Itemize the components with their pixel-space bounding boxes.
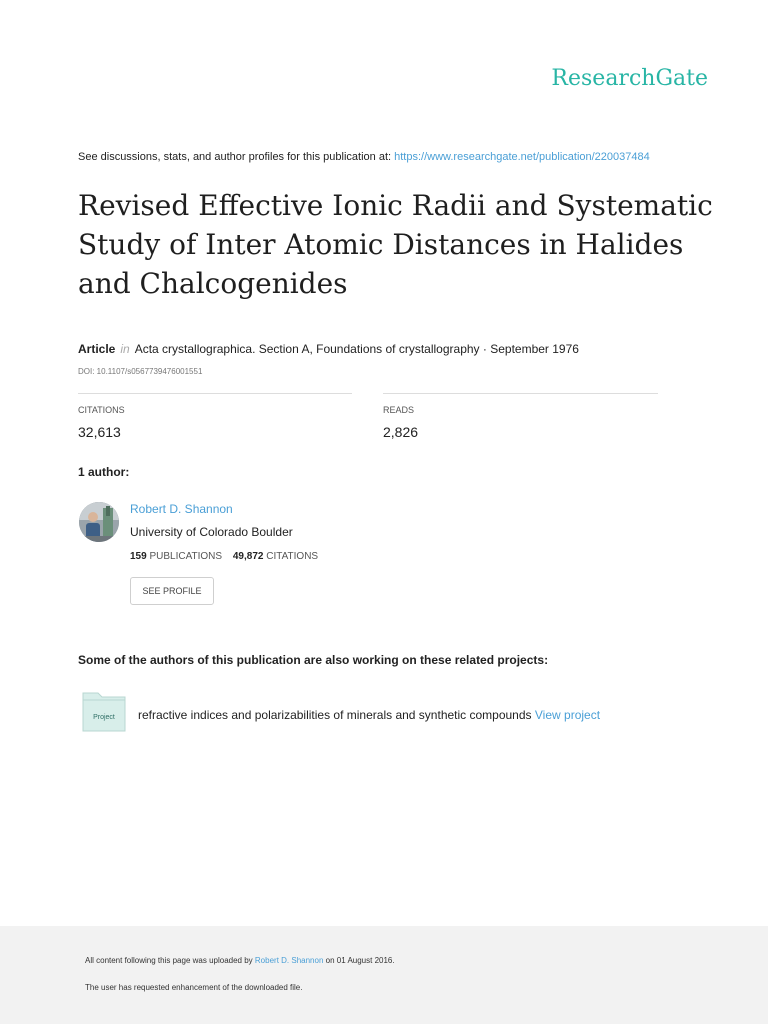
- publication-title: Revised Effective Ionic Radii and Systematic Study of Inter Atomic Distances in Halides and Chalcogenides: [78, 189, 713, 300]
- publication-venue: Acta crystallographica. Section A, Foundations of crystallography · September 1976: [134, 342, 579, 356]
- project-folder-icon: [82, 692, 126, 732]
- publication-doi: DOI: 10.1107/s0567739476001551: [78, 367, 203, 376]
- related-projects-heading: Some of the authors of this publication are also working on these related projects:: [78, 653, 549, 667]
- project-title: refractive indices and polarizabilities of minerals and synthetic compounds: [138, 708, 532, 722]
- publication-meta: [78, 342, 579, 356]
- enhancement-note: The user has requested enhancement of the downloaded file.: [85, 983, 303, 992]
- publication-type: Article: [78, 342, 116, 356]
- author-name-link[interactable]: Robert D. Shannon: [130, 502, 233, 516]
- author-publications-label: PUBLICATIONS: [149, 551, 223, 562]
- see-profile-button[interactable]: SEE PROFILE: [130, 577, 214, 605]
- related-project: [138, 708, 600, 722]
- author-citations-label: CITATIONS: [266, 551, 319, 562]
- discussion-line: [78, 151, 650, 163]
- author-photo-icon: [79, 502, 119, 542]
- uploader-link[interactable]: Robert D. Shannon: [254, 956, 324, 965]
- footer: [0, 926, 768, 1024]
- author-citations-count: 49,872: [232, 551, 264, 562]
- upload-note: [85, 956, 395, 965]
- project-icon-label: Project: [93, 714, 115, 721]
- upload-suffix: on 01 August 2016.: [325, 956, 395, 965]
- author-publications-count: 159: [130, 551, 147, 562]
- author-count: 1 author:: [78, 465, 130, 479]
- publication-url-link[interactable]: https://www.researchgate.net/publication/220037484: [394, 151, 650, 163]
- reads-divider: [383, 393, 658, 394]
- discussion-text: See discussions, stats, and author profiles for this publication at:: [78, 151, 392, 163]
- reads-label: READS: [383, 405, 415, 415]
- upload-prefix: All content following this page was uploaded by: [85, 956, 253, 965]
- in-label: in: [120, 342, 130, 356]
- researchgate-logo[interactable]: ResearchGate: [551, 66, 708, 91]
- author-affiliation: University of Colorado Boulder: [130, 525, 293, 539]
- citations-value: 32,613: [78, 424, 121, 440]
- author-stats: [130, 551, 318, 562]
- citations-label: CITATIONS: [78, 405, 125, 415]
- author-avatar[interactable]: [79, 502, 119, 542]
- citations-divider: [78, 393, 352, 394]
- reads-value: 2,826: [383, 424, 419, 440]
- view-project-link[interactable]: View project: [534, 708, 601, 722]
